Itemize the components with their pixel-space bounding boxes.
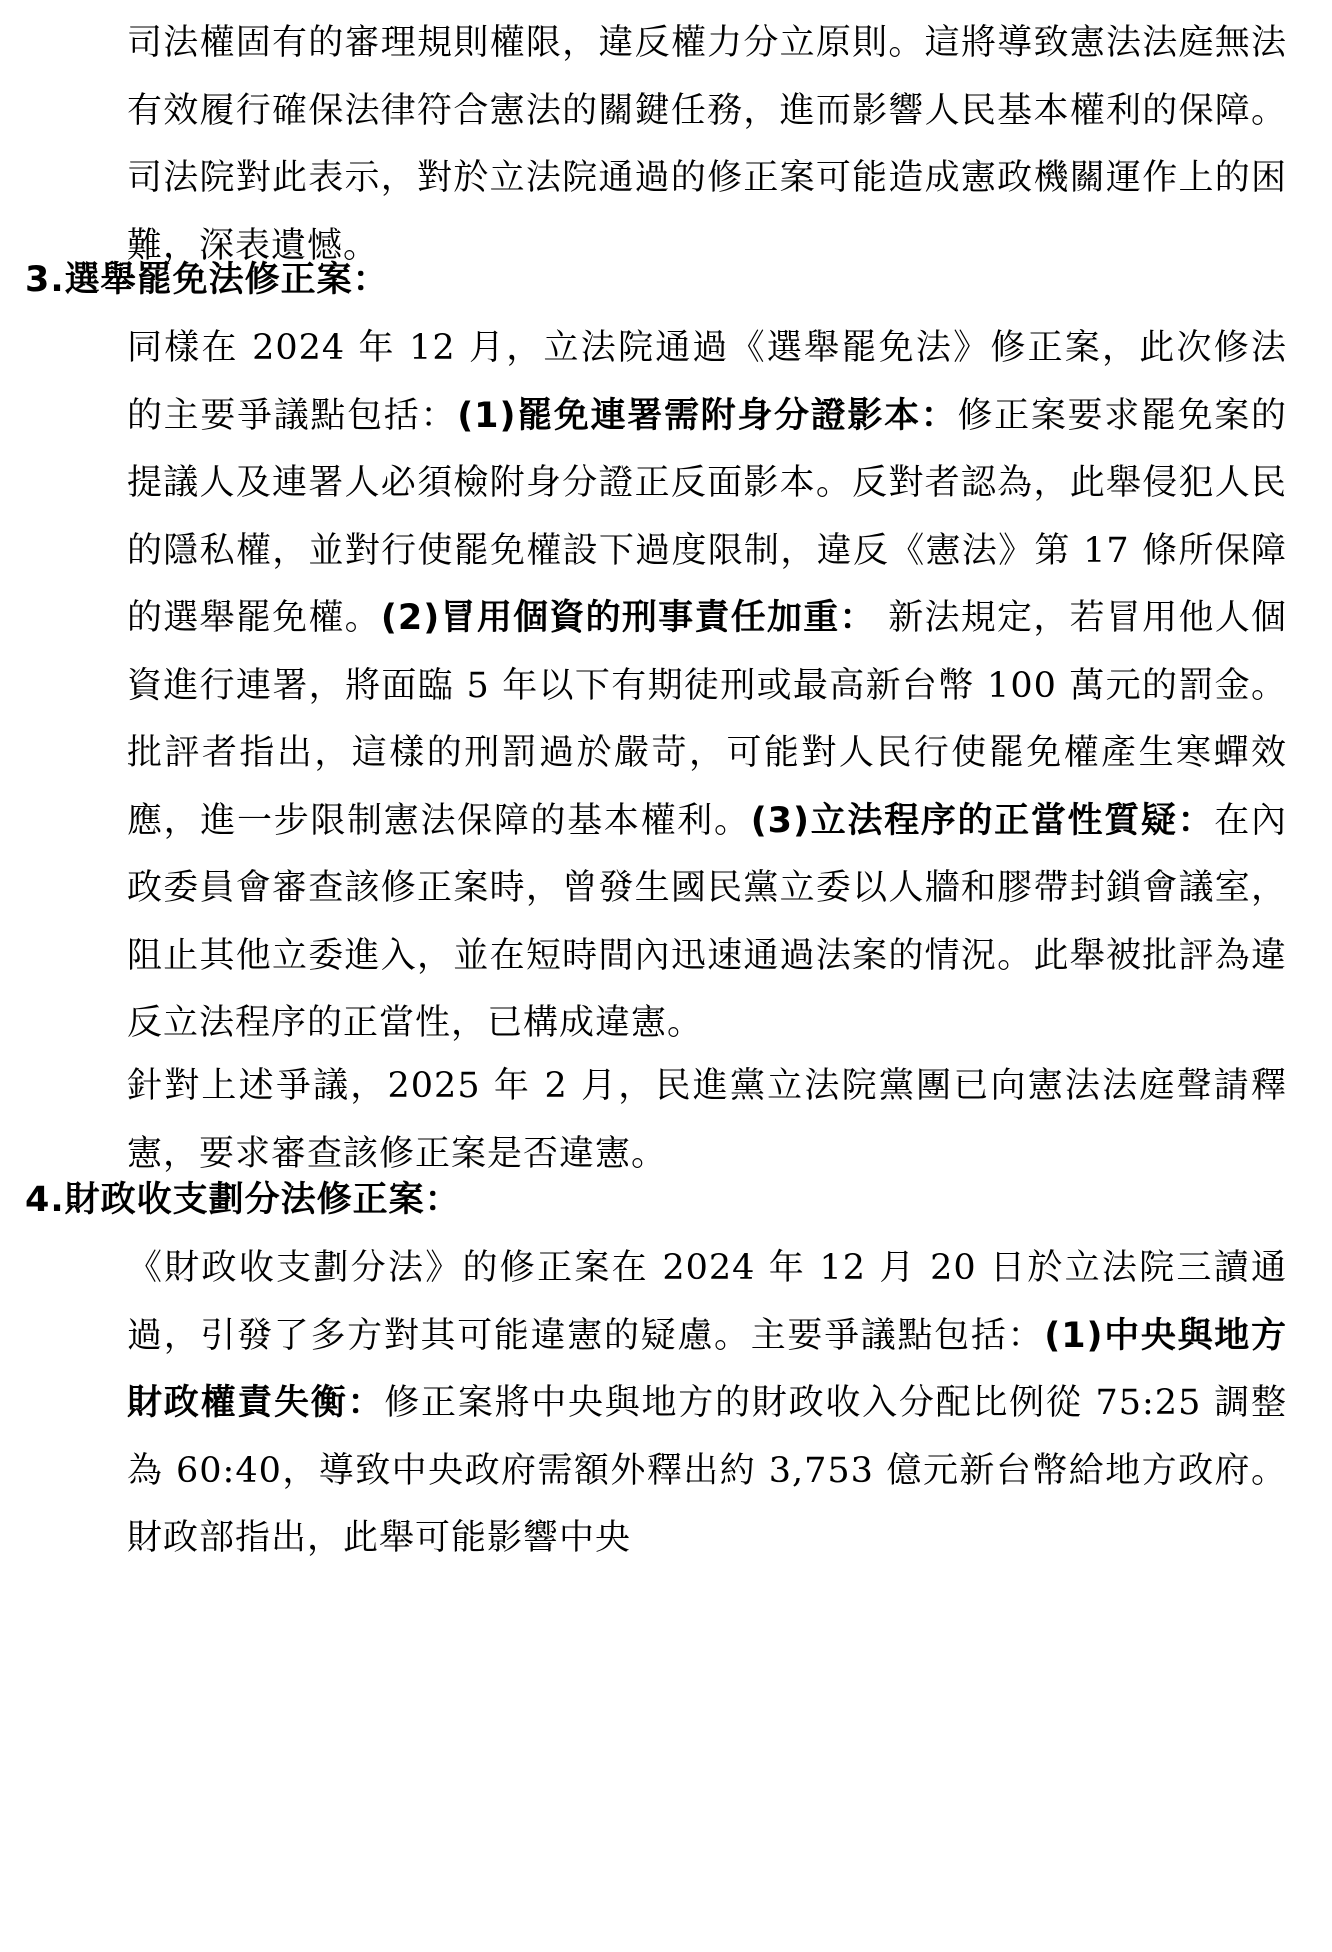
s3-text-e: 新法規定，若冒用他人個資進行連署，將面臨 5 年以下有期徒刑或最高新台幣 100 萬元的罰金。批評者指出，這樣的刑罰過於嚴苛，可能對人民行使罷免權產生寒蟬效應，進一步限制憲法保障的基本權利。 — [127, 598, 1287, 841]
s4-bold-1: (1)中央與地方財政權責失衡： — [127, 1315, 1287, 1423]
s3-bold-1: (1)罷免連署需附身分證影本： — [457, 395, 958, 436]
section-3-heading: 3.選舉罷免法修正案： — [25, 260, 389, 300]
s4-text-c: 修正案將中央與地方的財政收入分配比例從 75:25 調整為 60:40，導致中央政府需額外釋出約 3,753 億元新台幣給地方政府。財政部指出，此舉可能影響中央 — [127, 1383, 1287, 1558]
s4-text-a: 《財政收支劃分法》的修正案在 2024 年 12 月 20 日於立法院三讀通過，引發了多方對其可能違憲的疑慮。主要爭議點包括： — [127, 1248, 1287, 1356]
section-3-paragraph-2 — [127, 1053, 1287, 1188]
section-4-paragraph-1 — [127, 1235, 1287, 1573]
s3-text-g: 在內政委員會審查該修正案時，曾發生國民黨立委以人牆和膠帶封鎖會議室，阻止其他立委進入，並在短時間內迅速通過法案的情況。此舉被批評為違反立法程序的正當性，已構成違憲。 — [127, 800, 1287, 1043]
s3-p2-text: 針對上述爭議，2025 年 2 月，民進黨立法院黨團已向憲法法庭聲請釋憲，要求審查該修正案是否違憲。 — [127, 1066, 1287, 1174]
s3-bold-3: (3)立法程序的正當性質疑： — [750, 800, 1215, 841]
s3-bold-2: (2)冒用個資的刑事責任加重： — [380, 598, 876, 638]
intro-paragraph — [127, 10, 1287, 280]
section-4-heading: 4.財政收支劃分法修正案： — [25, 1180, 461, 1220]
s3-text-a: 同樣在 2024 年 12 月，立法院通過《選舉罷免法》修正案，此次修法的主要爭議點包括： — [127, 328, 1287, 436]
intro-text: 司法權固有的審理規則權限，違反權力分立原則。這將導致憲法法庭無法有效履行確保法律符合憲法的關鍵任務，進而影響人民基本權利的保障。司法院對此表示，對於立法院通過的修正案可能造成憲政機關運作上的困難，深表遺憾。 — [127, 23, 1287, 266]
section-3-paragraph-1 — [127, 315, 1287, 1058]
s3-text-c: 修正案要求罷免案的提議人及連署人必須檢附身分證正反面影本。反對者認為，此舉侵犯人民的隱私權，並對行使罷免權設下過度限制，違反《憲法》第 17 條所保障的選舉罷免權。 — [127, 395, 1287, 638]
